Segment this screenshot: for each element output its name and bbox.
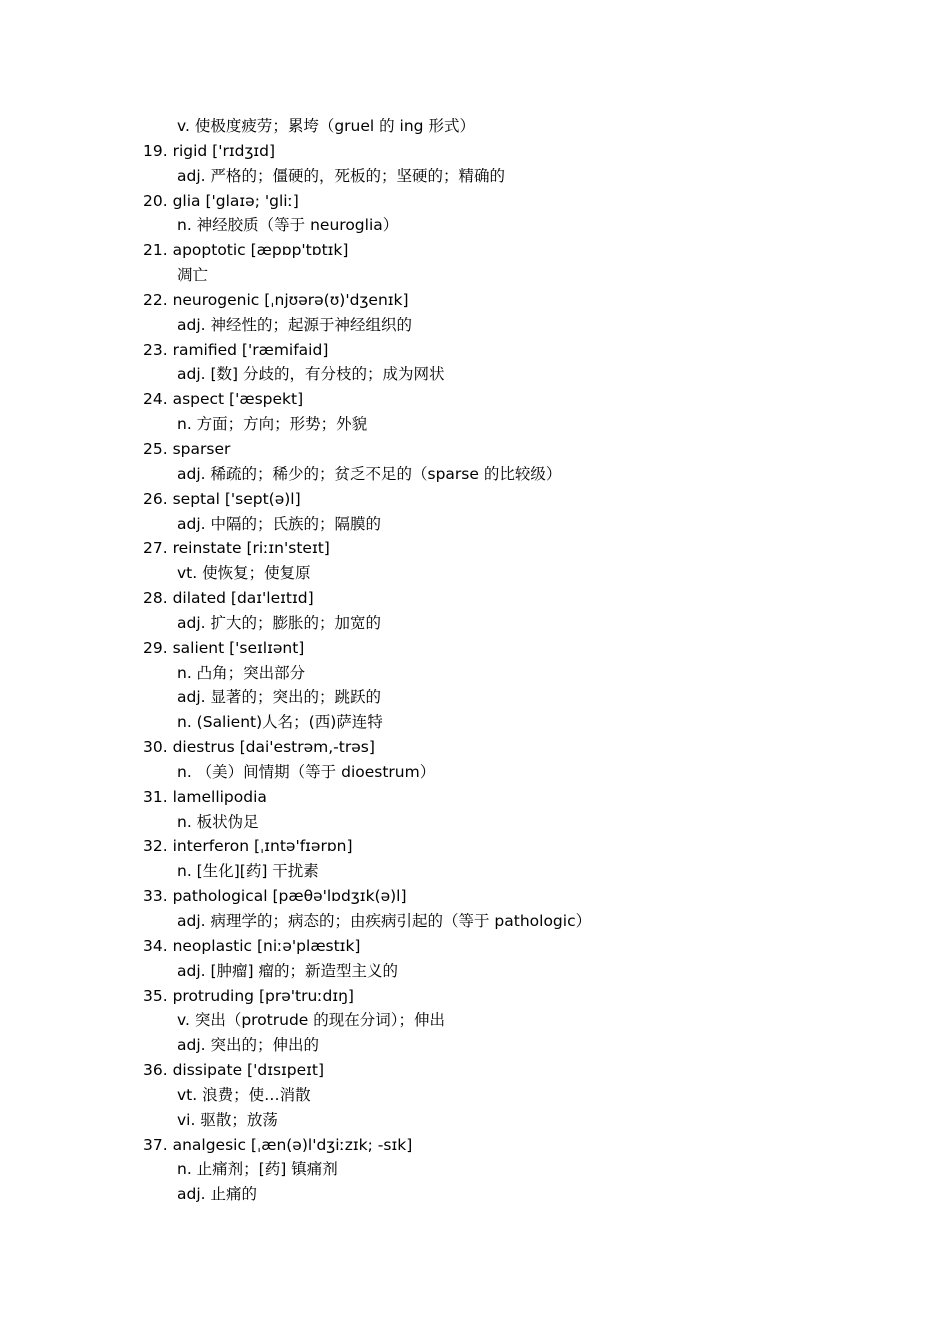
entry-headword: 22. neurogenic [ˌnjʊərə(ʊ)'dʒenɪk] (143, 290, 409, 309)
entry-headword: 33. pathological [pæθə'lɒdʒɪk(ə)l] (143, 887, 407, 906)
entry-headword: 35. protruding [prə'truːdɪŋ] (143, 986, 354, 1005)
entry-headword: 23. ramified ['ræmifaid] (143, 340, 329, 359)
definition-line: adj. [肿瘤] 瘤的；新造型主义的 (177, 961, 399, 980)
definition-line: v. 使极度疲劳；累垮（gruel 的 ing 形式） (177, 117, 475, 135)
definition-line: n. (Salient)人名；(西)萨连特 (177, 713, 383, 732)
definition-line: adj. 神经性的；起源于神经组织的 (177, 315, 412, 334)
definition-line: adj. 病理学的；病态的；由疾病引起的（等于 pathologic） (177, 912, 592, 930)
definition-line: n. 神经胶质（等于 neuroglia） (177, 216, 399, 235)
entry-headword: 34. neoplastic [niːə'plæstɪk] (143, 936, 361, 955)
entry-headword: 27. reinstate [riːɪn'steɪt] (143, 539, 330, 558)
entry-headword: 21. apoptotic [æpɒp'tɒtɪk] (143, 241, 349, 260)
entry-headword: 19. rigid ['rɪdʒɪd] (143, 141, 276, 160)
definition-line: adj. 显著的；突出的；跳跃的 (177, 688, 381, 707)
definition-line: n. （美）间情期（等于 dioestrum） (177, 762, 436, 781)
entry-headword: 36. dissipate ['dɪsɪpeɪt] (143, 1061, 325, 1080)
entry-headword: 25. sparser (143, 439, 231, 458)
definition-line: adj. 严格的；僵硬的，死板的；坚硬的；精确的 (177, 166, 505, 185)
definition-line: n. [生化][药] 干扰素 (177, 862, 319, 881)
definition-line: 凋亡 (177, 266, 209, 285)
definition-line: n. 止痛剂；[药] 镇痛剂 (177, 1160, 338, 1179)
entry-headword: 29. salient ['seɪlɪənt] (143, 638, 305, 657)
definition-line: n. 凸角；突出部分 (177, 663, 306, 682)
definition-line: vt. 浪费；使…消散 (177, 1085, 311, 1104)
definition-line: adj. [数] 分歧的，有分枝的；成为网状 (177, 365, 445, 384)
definition-line: n. 板状伪足 (177, 812, 259, 831)
definition-line: adj. 稀疏的；稀少的；贫乏不足的（sparse 的比较级） (177, 464, 562, 483)
definition-line: vi. 驱散；放荡 (177, 1110, 278, 1129)
definition-line: adj. 扩大的；膨胀的；加宽的 (177, 613, 381, 632)
entry-headword: 31. lamellipodia (143, 787, 267, 806)
definition-line: n. 方面；方向；形势；外貌 (177, 415, 368, 434)
entry-headword: 32. interferon [ˌɪntə'fɪərɒn] (143, 837, 353, 856)
definition-line: adj. 突出的；伸出的 (177, 1036, 319, 1055)
entry-headword: 37. analgesic [ˌæn(ə)l'dʒiːzɪk; -sɪk] (143, 1135, 413, 1154)
entry-headword: 20. glia ['glaɪə; 'gliː] (143, 191, 299, 210)
entry-headword: 24. aspect ['æspekt] (143, 390, 304, 409)
vocabulary-list (0, 114, 950, 1207)
definition-line: adj. 止痛的 (177, 1185, 257, 1204)
definition-line: v. 突出（protrude 的现在分词）；伸出 (177, 1011, 446, 1030)
definition-line: vt. 使恢复；使复原 (177, 564, 311, 583)
entry-headword: 30. diestrus [dai'estrəm,-trəs] (143, 738, 375, 757)
entry-headword: 28. dilated [daɪ'leɪtɪd] (143, 589, 314, 608)
definition-line: adj. 中隔的；氏族的；隔膜的 (177, 514, 381, 533)
entry-headword: 26. septal ['sept(ə)l] (143, 489, 301, 508)
